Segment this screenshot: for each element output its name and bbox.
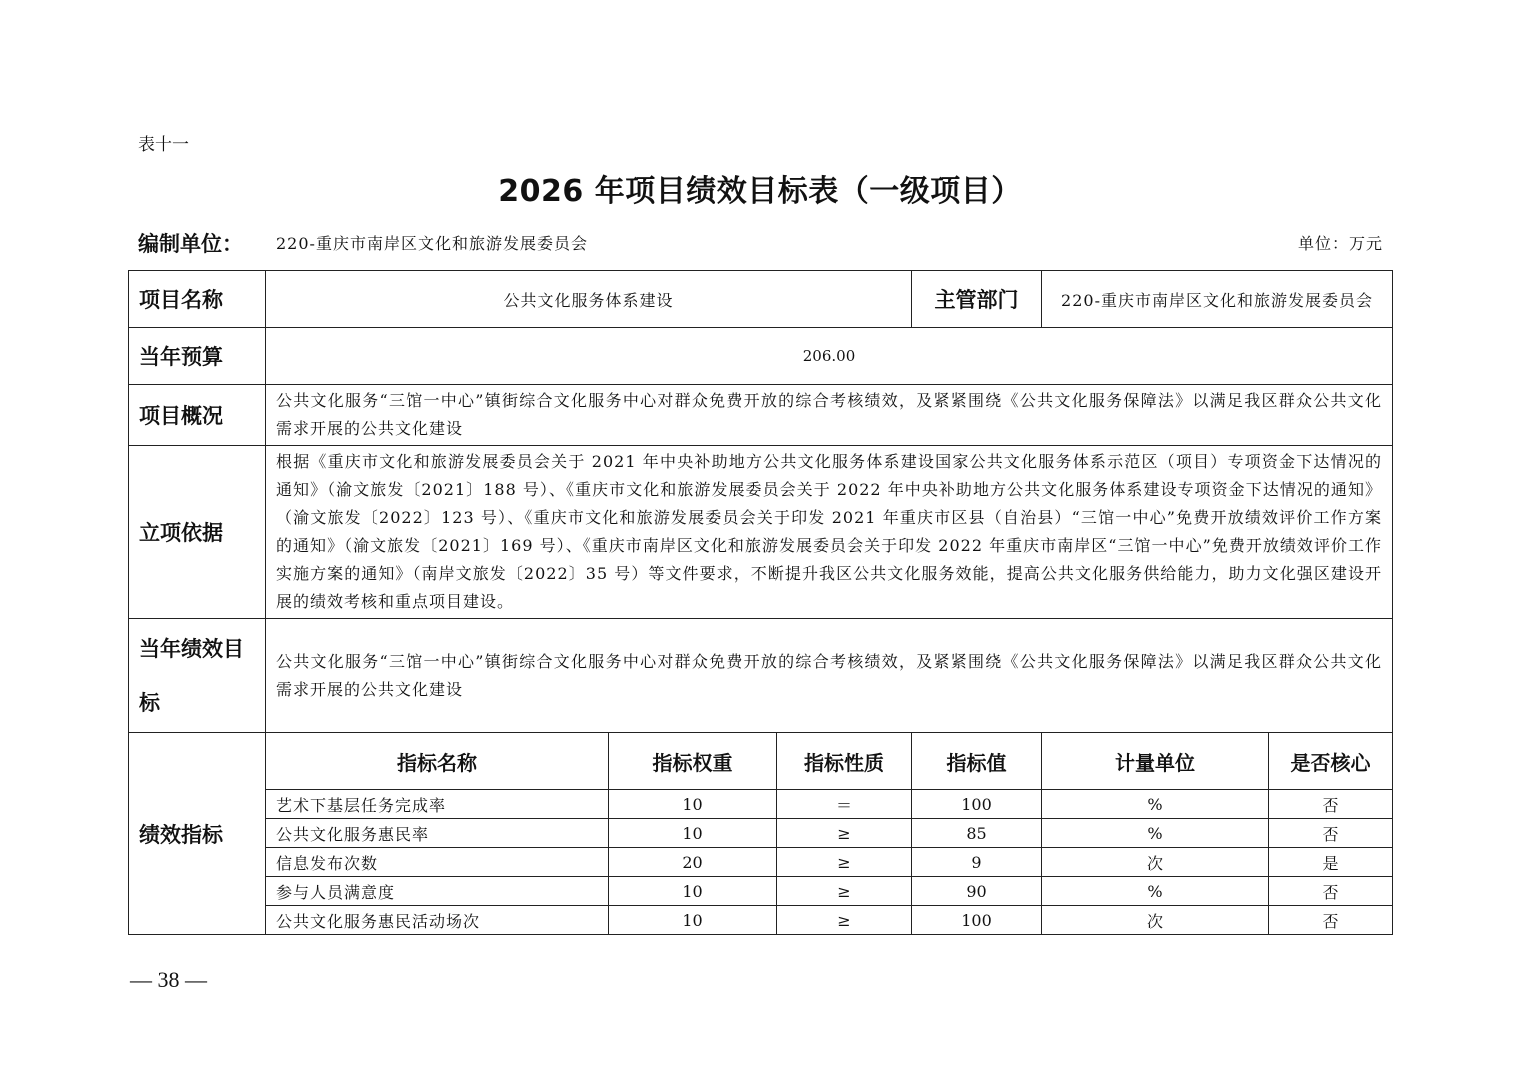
- basis-row: [129, 446, 1393, 619]
- indicator-nature: ≥: [777, 848, 912, 877]
- header-indicator-name: 指标名称: [266, 733, 609, 790]
- table-row: [129, 906, 1393, 935]
- budget-value: 206.00: [266, 328, 1393, 385]
- goal-text: 公共文化服务“三馆一中心”镇街综合文化服务中心对群众免费开放的综合考核绩效，及紧紧围绕《公共文化服务保障法》以满足我区群众公共文化需求开展的公共文化建设: [266, 619, 1393, 733]
- header-measure-unit: 计量单位: [1042, 733, 1269, 790]
- budget-row: [129, 328, 1393, 385]
- indicator-value: 100: [912, 790, 1042, 819]
- project-name-row: [129, 271, 1393, 328]
- header-indicator-weight: 指标权重: [609, 733, 777, 790]
- table-row: [129, 848, 1393, 877]
- page-title: 2026 年项目绩效目标表（一级项目）: [498, 174, 1022, 209]
- indicator-value: 85: [912, 819, 1042, 848]
- header-indicator-value: 指标值: [912, 733, 1042, 790]
- project-name-label: 项目名称: [129, 271, 266, 328]
- indicator-name: 参与人员满意度: [266, 877, 609, 906]
- header-indicator-nature: 指标性质: [777, 733, 912, 790]
- dept-value: 220-重庆市南岸区文化和旅游发展委员会: [1042, 271, 1393, 328]
- indicator-unit: 次: [1042, 848, 1269, 877]
- indicator-header-row: [129, 733, 1393, 790]
- indicator-core: 否: [1269, 790, 1393, 819]
- indicators-label: 绩效指标: [129, 733, 266, 935]
- indicator-nature: ＝: [777, 790, 912, 819]
- indicator-weight: 10: [609, 819, 777, 848]
- indicator-unit: %: [1042, 877, 1269, 906]
- indicator-nature: ≥: [777, 877, 912, 906]
- indicator-value: 9: [912, 848, 1042, 877]
- indicator-weight: 10: [609, 877, 777, 906]
- basis-label: 立项依据: [129, 446, 266, 619]
- indicator-value: 100: [912, 906, 1042, 935]
- indicator-weight: 10: [609, 790, 777, 819]
- goal-label: 当年绩效目标: [129, 619, 266, 733]
- org-label: 编制单位：: [138, 231, 243, 256]
- goal-row: [129, 619, 1393, 733]
- indicator-unit: %: [1042, 790, 1269, 819]
- indicator-core: 否: [1269, 877, 1393, 906]
- indicator-core: 是: [1269, 848, 1393, 877]
- org-value: 220-重庆市南岸区文化和旅游发展委员会: [276, 234, 588, 253]
- indicator-name: 公共文化服务惠民率: [266, 819, 609, 848]
- page-number: — 38 —: [130, 967, 207, 992]
- indicator-nature: ≥: [777, 906, 912, 935]
- budget-label: 当年预算: [129, 328, 266, 385]
- table-row: [129, 877, 1393, 906]
- unit-label: 单位：万元: [1297, 234, 1383, 253]
- indicator-name: 信息发布次数: [266, 848, 609, 877]
- indicator-nature: ≥: [777, 819, 912, 848]
- basis-text: 根据《重庆市文化和旅游发展委员会关于 2021 年中央补助地方公共文化服务体系建设国家公共文化服务体系示范区（项目）专项资金下达情况的通知》（渝文旅发〔2021〕188 号）、《重庆市文化和旅游发展委员会关于 2022 年中央补助地方公共文化服务体系建设专项资金下达情况的通知》（渝文旅发〔2022〕123 号）、《重庆市文化和旅游发展委员会关于印发 2021 年重庆市区县（自治县）“三馆一中心”免费开放绩效评价工作方案的通知》（渝文旅发〔2021〕169 号）、《重庆市南岸区文化和旅游发展委员会关于印发 2022 年重庆市南岸区“三馆一中心”免费开放绩效评价工作实施方案的通知》（南岸文旅发〔2022〕35 号）等文件要求，不断提升我区公共文化服务效能，提高公共文化服务供给能力，助力文化强区建设开展的绩效考核和重点项目建设。: [266, 446, 1393, 619]
- overview-row: [129, 385, 1393, 446]
- indicator-weight: 10: [609, 906, 777, 935]
- indicator-core: 否: [1269, 819, 1393, 848]
- table-number-label: 表十一: [138, 135, 189, 155]
- indicator-name: 公共文化服务惠民活动场次: [266, 906, 609, 935]
- overview-text: 公共文化服务“三馆一中心”镇街综合文化服务中心对群众免费开放的综合考核绩效，及紧紧围绕《公共文化服务保障法》以满足我区群众公共文化需求开展的公共文化建设: [266, 385, 1393, 446]
- project-name-value: 公共文化服务体系建设: [266, 271, 912, 328]
- overview-label: 项目概况: [129, 385, 266, 446]
- indicator-unit: %: [1042, 819, 1269, 848]
- header-is-core: 是否核心: [1269, 733, 1393, 790]
- indicator-unit: 次: [1042, 906, 1269, 935]
- dept-label: 主管部门: [912, 271, 1042, 328]
- indicator-value: 90: [912, 877, 1042, 906]
- indicator-core: 否: [1269, 906, 1393, 935]
- org-row: [138, 228, 1383, 258]
- performance-goal-table: [128, 270, 1393, 935]
- table-row: [129, 819, 1393, 848]
- indicator-weight: 20: [609, 848, 777, 877]
- indicator-name: 艺术下基层任务完成率: [266, 790, 609, 819]
- table-row: [129, 790, 1393, 819]
